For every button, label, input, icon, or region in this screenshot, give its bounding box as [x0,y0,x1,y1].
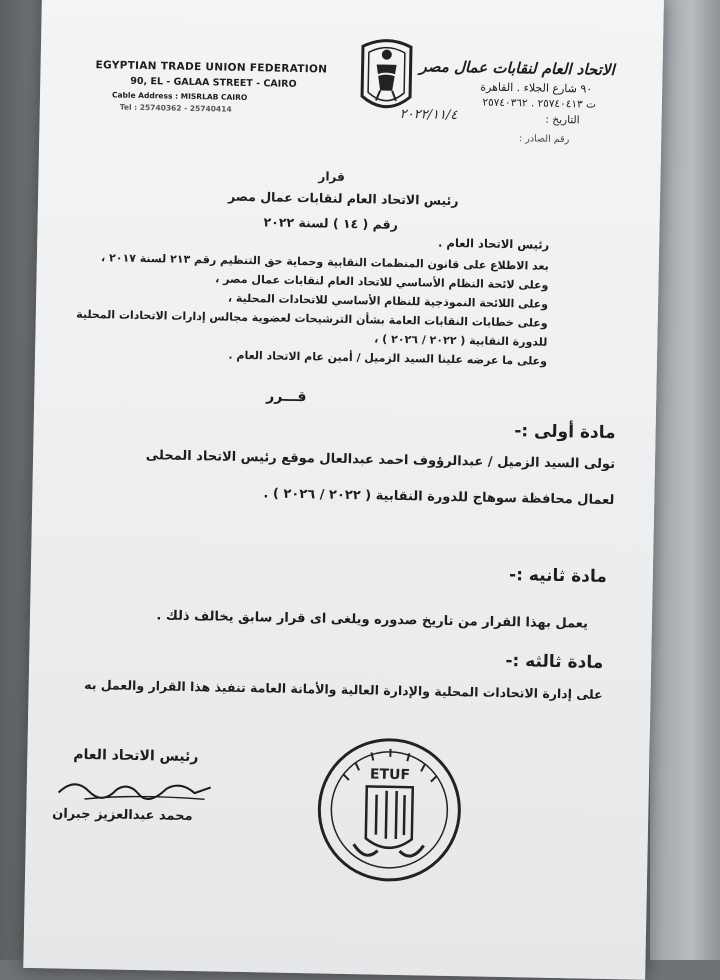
header-tel-en: Tel : 25740362 - 25740414 [119,102,232,114]
preamble-addressee: رئيس الاتحاد العام . [437,235,550,252]
header-tel-ar: ت ٢٥٧٤٠٤١٣ . ٢٥٧٤٠٣٦٢ [482,96,597,111]
title-decision: قرار [318,169,345,184]
article-3-line-1: على إدارة الاتحادات المحلية والإدارة العالية والأمانة العامة تنفيذ هذا القرار والعمل به [84,676,603,702]
article-2-heading: مادة ثانيه :- [508,565,608,587]
header-street-en: 90, EL - GALAA STREET - CAIRO [130,75,297,90]
preamble-line-1: بعد الاطلاع على قانون المنظمات النقابية وحماية حق التنظيم رقم ٢١٣ لسنة ٢٠١٧ ، [100,251,549,273]
header-ref-label: رقم الصادر : [518,133,570,146]
signature-name: محمد عبدالعزيز جبران [52,806,193,825]
seal-text: ETUF [369,766,411,784]
preamble-line-5: للدورة النقابية ( ٢٠٢٢ / ٢٠٢٦ ) ، [374,332,548,349]
preamble-line-6: وعلى ما عرضه علينا السيد الزميل / أمين عام الاتحاد العام . [228,348,548,368]
header-cable-en: Cable Address : MISRLAB CAIRO [111,90,248,102]
header-street-ar: ٩٠ شارع الجلاء . القاهرة [480,80,593,96]
article-3-heading: مادة ثالثه :- [505,651,604,673]
signature-title: رئيس الاتحاد العام [73,746,199,766]
header-org-ar: الاتحاد العام لنقابات عمال مصر [419,57,615,80]
header-date-value: ٢٠٢٢/١١/٤ [399,106,458,124]
title-president: رئيس الاتحاد العام لنقابات عمال مصر [227,188,459,209]
title-number: رقم ( ١٤ ) لسنة ٢٠٢٢ [263,214,399,232]
header-org-en: EGYPTIAN TRADE UNION FEDERATION [95,59,328,76]
official-seal-icon [313,733,466,886]
preamble-line-3: وعلى اللائحة النموذجية للنظام الأساسي للاتحادات المحلية ، [227,291,549,311]
article-1-heading: مادة أولى :- [514,421,616,444]
article-1-line-2: لعمال محافظة سوهاج للدورة النقابية ( ٢٠٢٢ / ٢٠٢٦ ) . [263,486,615,509]
preamble-line-2: وعلى لائحة النظام الأساسي للاتحاد العام لنقابات عمال مصر ، [215,272,549,292]
handwritten-signature-icon [54,772,215,805]
header-date-label: التاريخ : [545,113,580,127]
decision-document [23,0,664,980]
article-2-line-1: يعمل بهذا القرار من تاريخ صدوره ويلغى اى قرار سابق يخالف ذلك . [156,608,589,632]
decides-heading: قـــرر [266,388,307,406]
preamble-line-4: وعلى خطابات النقابات العامة بشأن الترشيحات لعضوية مجالس إدارات الاتحادات المحلية [76,307,548,330]
article-1-line-1: تولى السيد الزميل / عبدالرؤوف احمد عبدالعال موقع رئيس الاتحاد المحلى [145,448,616,473]
federation-logo-icon [358,36,415,115]
